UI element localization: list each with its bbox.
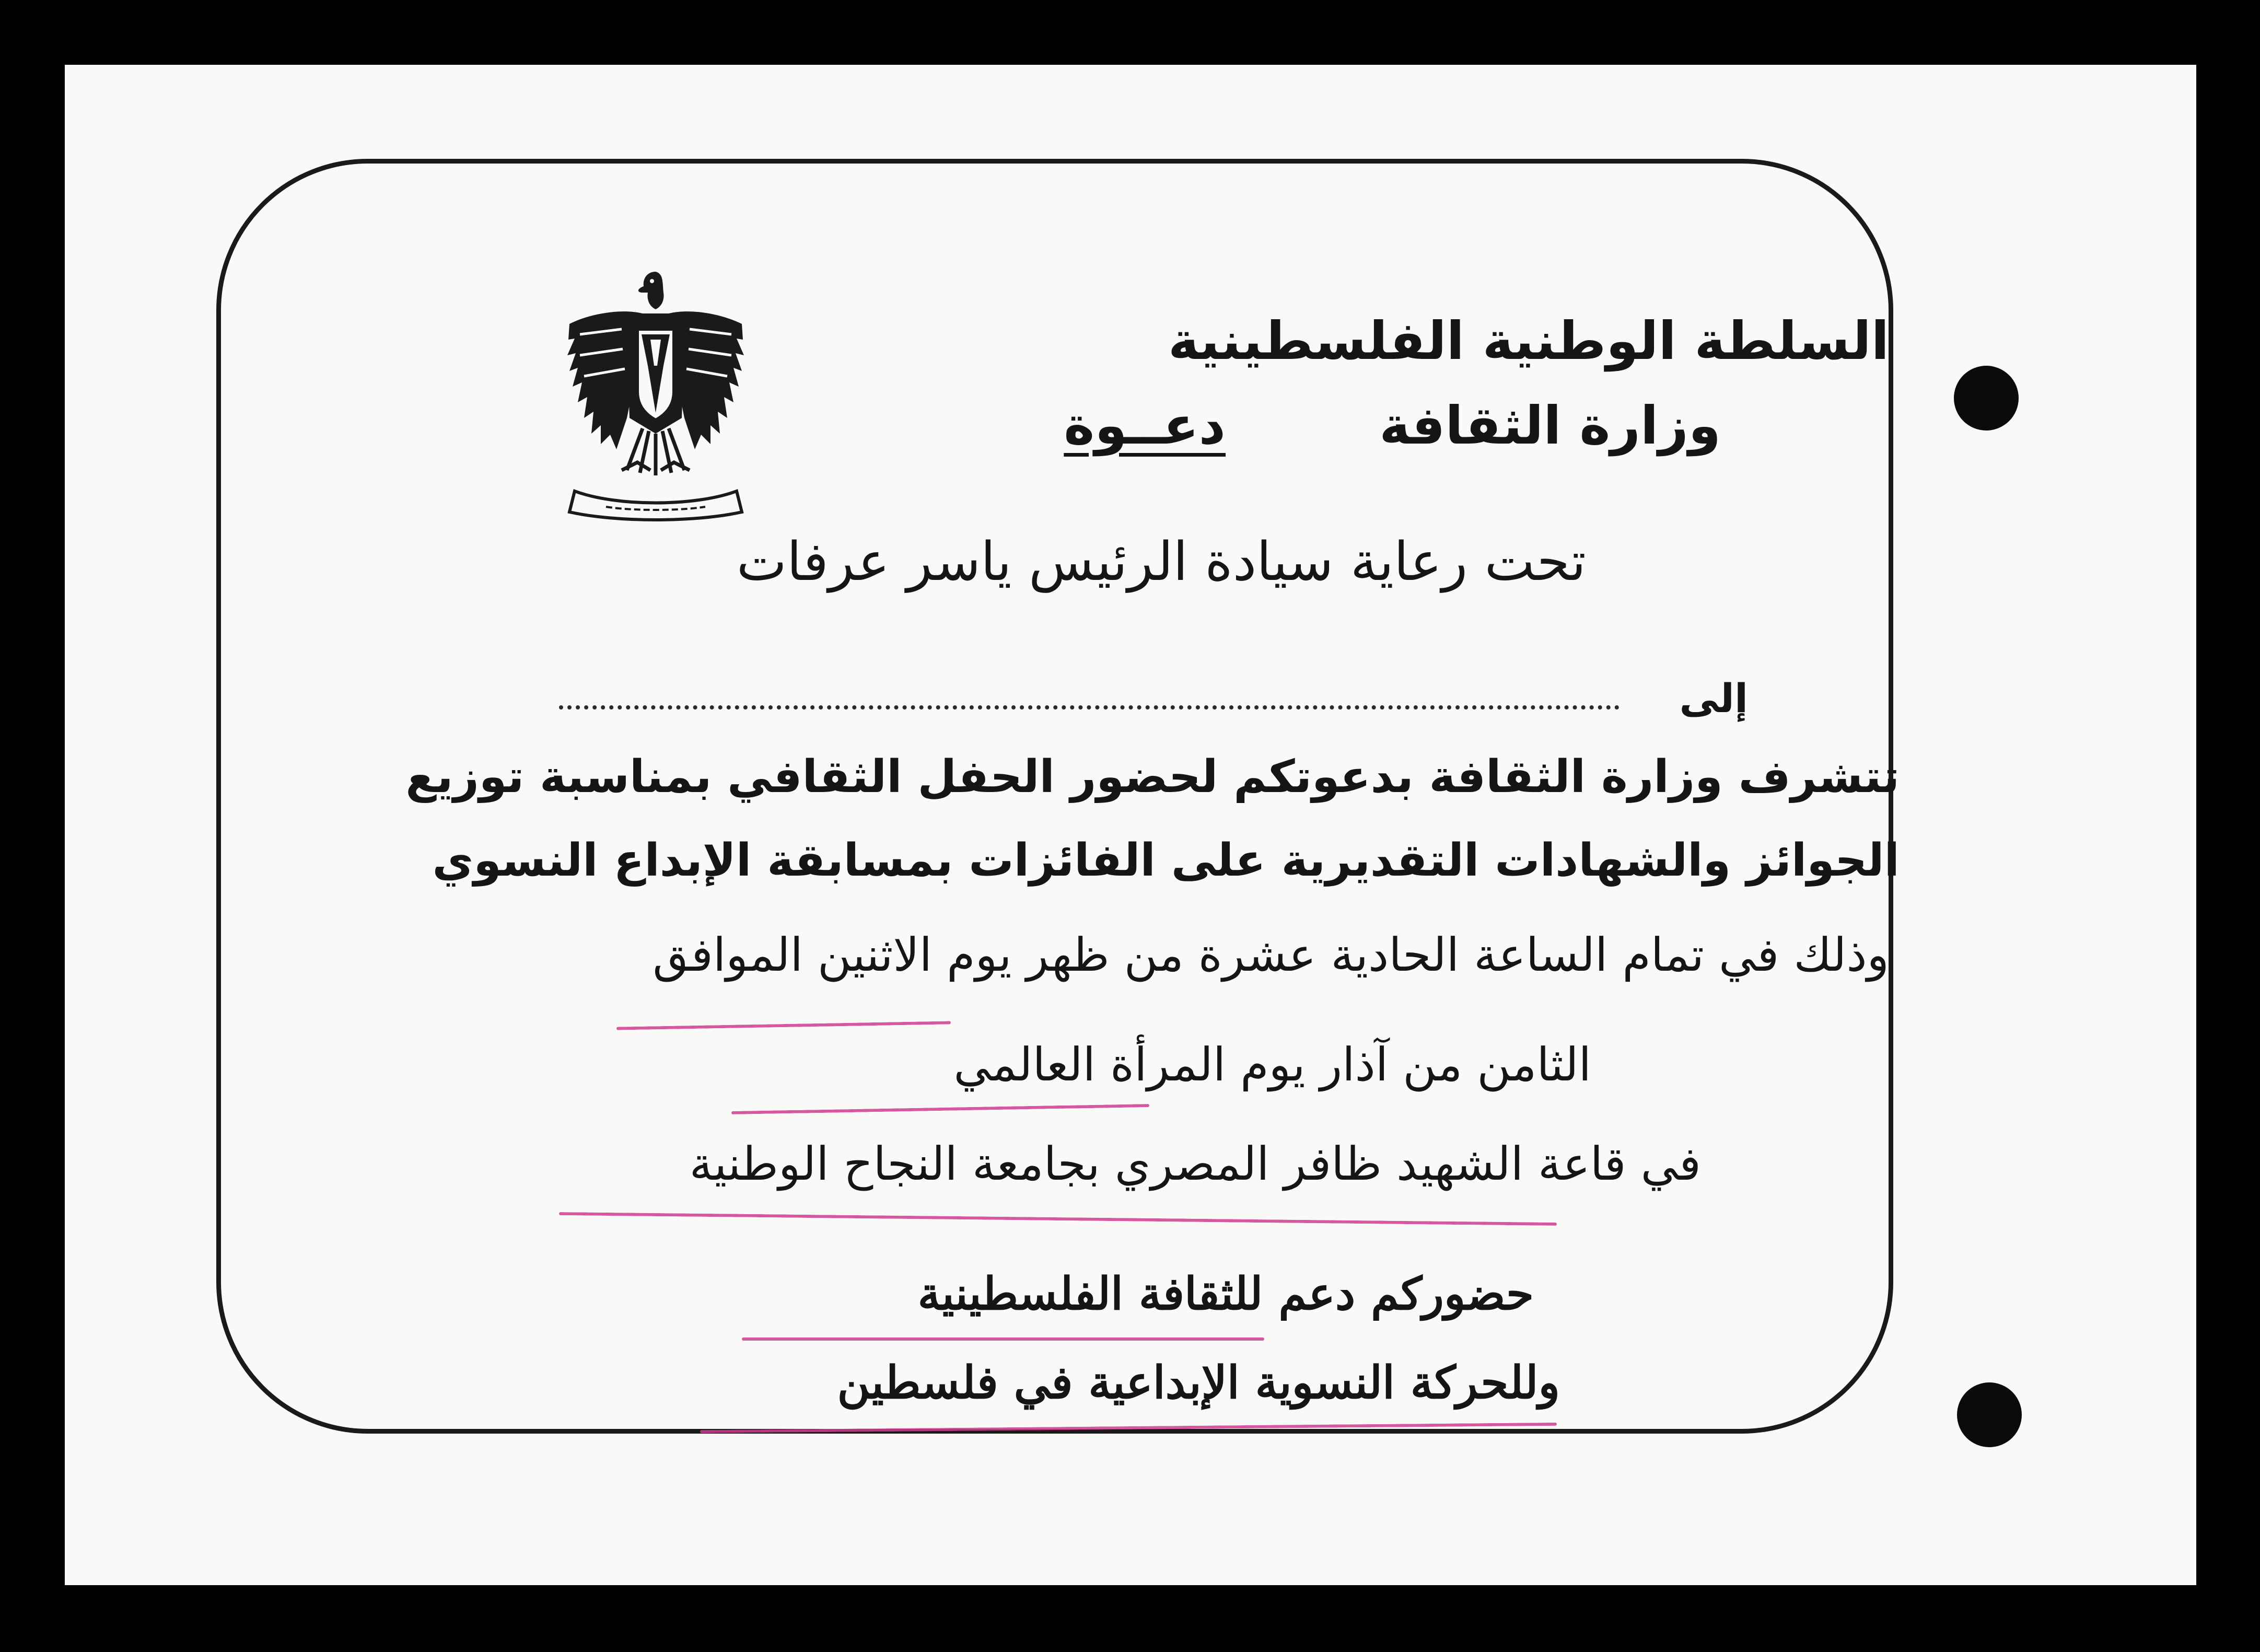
invitation-title: دعــوة [1064,395,1226,456]
punch-hole-icon [1954,366,2019,431]
patronage-line: تحت رعاية سيادة الرئيس ياسر عرفات [736,531,1586,593]
punch-hole-icon [1957,1382,2022,1447]
ministry-name: وزارة الثقافة [1379,395,1721,456]
recipient-blank-line [559,705,1620,709]
recipient-label: إلى [1679,675,1748,722]
closing-line-2: وللحركة النسوية الإبداعية في فلسطين [837,1356,1560,1409]
body-line-5: في قاعة الشهيد ظافر المصري بجامعة النجاح الوطنية [689,1137,1701,1191]
body-line-3: وذلك في تمام الساعة الحادية عشرة من ظهر يوم الاثنين الموافق [653,928,1889,982]
highlight-underline [742,1337,1264,1341]
body-line-2: الجوائز والشهادات التقديرية على الفائزات بمسابقة الإبداع النسوي [432,834,1900,887]
body-line-1: تتشرف وزارة الثقافة بدعوتكم لحضور الحفل الثقافي بمناسبة توزيع [405,751,1900,803]
closing-line-1: حضوركم دعم للثقافة الفلسطينية [917,1267,1534,1320]
eagle-emblem-icon [559,261,752,522]
body-line-4: الثامن من آذار يوم المرأة العالمي [953,1038,1591,1091]
authority-name: السلطة الوطنية الفلسطينية [1168,310,1889,371]
